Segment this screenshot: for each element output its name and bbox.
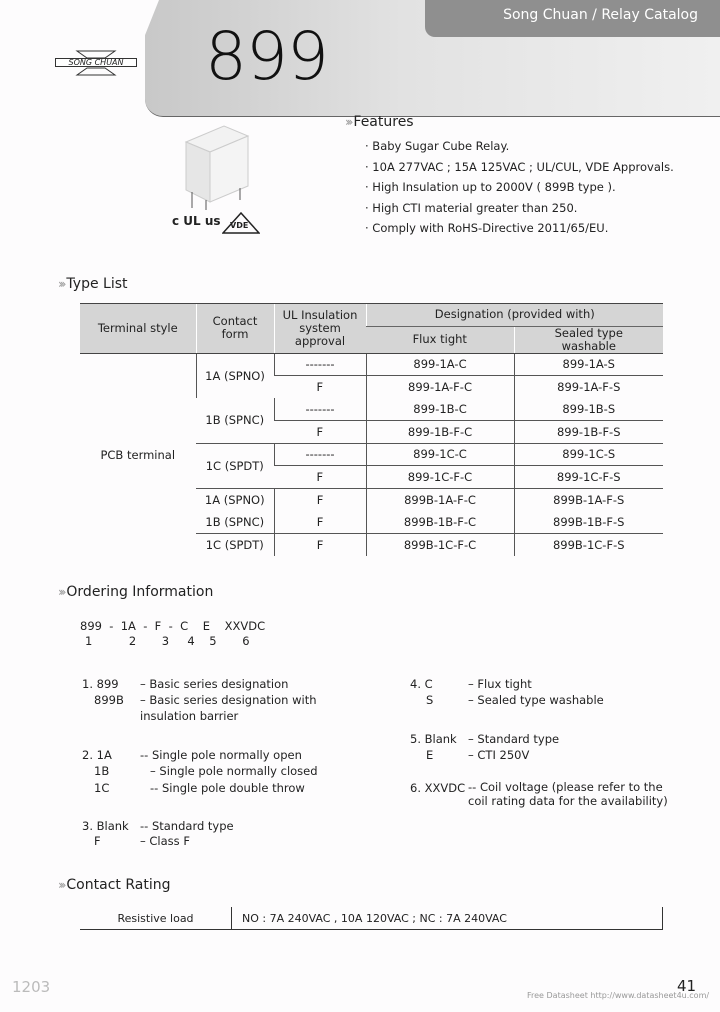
ul-cell: F — [274, 376, 366, 399]
contact-form-cell: 1C (SPDT) — [196, 533, 274, 556]
vde-cert-icon: VDE — [222, 212, 260, 234]
sealed-cell: 899-1A-S — [514, 353, 663, 376]
page-number: 41 — [677, 977, 697, 995]
feature-item: · High CTI material greater than 250. — [365, 200, 578, 215]
header-sealed-type: Sealed type washable — [514, 326, 663, 353]
ul-cert-icon: c UL us — [172, 214, 221, 228]
ul-cell: ------- — [274, 353, 366, 376]
table-row — [80, 353, 663, 376]
flux-cell: 899B-1A-F-C — [366, 488, 514, 511]
flux-cell: 899-1C-C — [366, 443, 514, 466]
song-chuan-logo: SONG CHUAN — [55, 50, 137, 76]
header-flux-tight: Flux tight — [366, 326, 514, 353]
type-list-table — [80, 303, 663, 556]
ul-cell: F — [274, 533, 366, 556]
contact-rating-heading: ››› Contact Rating — [58, 877, 171, 893]
resistive-load-label: Resistive load — [80, 907, 232, 929]
feature-item: · High Insulation up to 2000V ( 899B type ). — [365, 180, 616, 194]
contact-form-cell: 1B (SPNC) — [205, 413, 265, 428]
flux-cell: 899B-1B-F-C — [366, 511, 514, 534]
footer-code: 1203 — [12, 978, 51, 996]
flux-cell: 899-1C-F-C — [366, 466, 514, 489]
sealed-cell: 899-1B-F-S — [514, 421, 663, 444]
sealed-cell: 899B-1B-F-S — [514, 511, 663, 534]
flux-cell: 899-1A-C — [366, 353, 514, 376]
feature-item: · 10A 277VAC ; 15A 125VAC ; UL/CUL, VDE Approvals. — [365, 159, 674, 174]
feature-item: · Baby Sugar Cube Relay. — [365, 139, 510, 153]
type-list-heading: ››› Type List — [58, 276, 128, 292]
catalog-title: Song Chuan / Relay Catalog — [425, 0, 720, 37]
features-heading: ››› Features — [345, 114, 414, 130]
flux-cell: 899-1B-F-C — [366, 421, 514, 444]
ordering-code: 899 - 1A - F - C E XXVDC — [80, 619, 266, 633]
features-list — [365, 136, 674, 239]
watermark: Free Datasheet http://www.datasheet4u.com/ — [527, 991, 710, 1000]
contact-form-cell: 1A (SPNO) — [196, 488, 274, 511]
contact-rating-table — [80, 907, 663, 930]
ul-cell: ------- — [274, 398, 366, 421]
ul-cell: F — [274, 466, 366, 489]
contact-form-cell: 1B (SPNC) — [205, 514, 265, 529]
ordering-positions: 1 2 3 4 5 6 — [85, 634, 250, 648]
header-contact-form: Contact form — [196, 304, 274, 354]
flux-cell: 899-1B-C — [366, 398, 514, 421]
ul-cell: F — [274, 511, 366, 534]
terminal-style-cell: PCB terminal — [100, 447, 176, 462]
sealed-cell: 899B-1A-F-S — [514, 488, 663, 511]
model-number: 899 — [205, 18, 328, 95]
header-terminal-style: Terminal style — [80, 304, 196, 354]
contact-form-cell: 1A (SPNO) — [196, 353, 274, 398]
flux-cell: 899B-1C-F-C — [366, 533, 514, 556]
ul-cell: ------- — [274, 443, 366, 466]
header-designation: Designation (provided with) — [366, 304, 663, 327]
sealed-cell: 899-1B-S — [514, 398, 663, 421]
ordering-heading: ››› Ordering Information — [58, 584, 214, 600]
ul-cell: F — [274, 488, 366, 511]
sealed-cell: 899-1A-F-S — [514, 376, 663, 399]
header-ul-insulation: UL Insulation system approval — [274, 304, 366, 354]
contact-form-cell: 1C (SPDT) — [196, 443, 274, 488]
sealed-cell: 899-1C-S — [514, 443, 663, 466]
ul-cell: F — [274, 421, 366, 444]
relay-product-image — [180, 120, 252, 205]
resistive-load-value: NO : 7A 240VAC , 10A 120VAC ; NC : 7A 240VAC — [242, 912, 507, 925]
flux-cell: 899-1A-F-C — [366, 376, 514, 399]
feature-item: · Comply with RoHS-Directive 2011/65/EU. — [365, 221, 609, 235]
sealed-cell: 899-1C-F-S — [514, 466, 663, 489]
sealed-cell: 899B-1C-F-S — [514, 533, 663, 556]
